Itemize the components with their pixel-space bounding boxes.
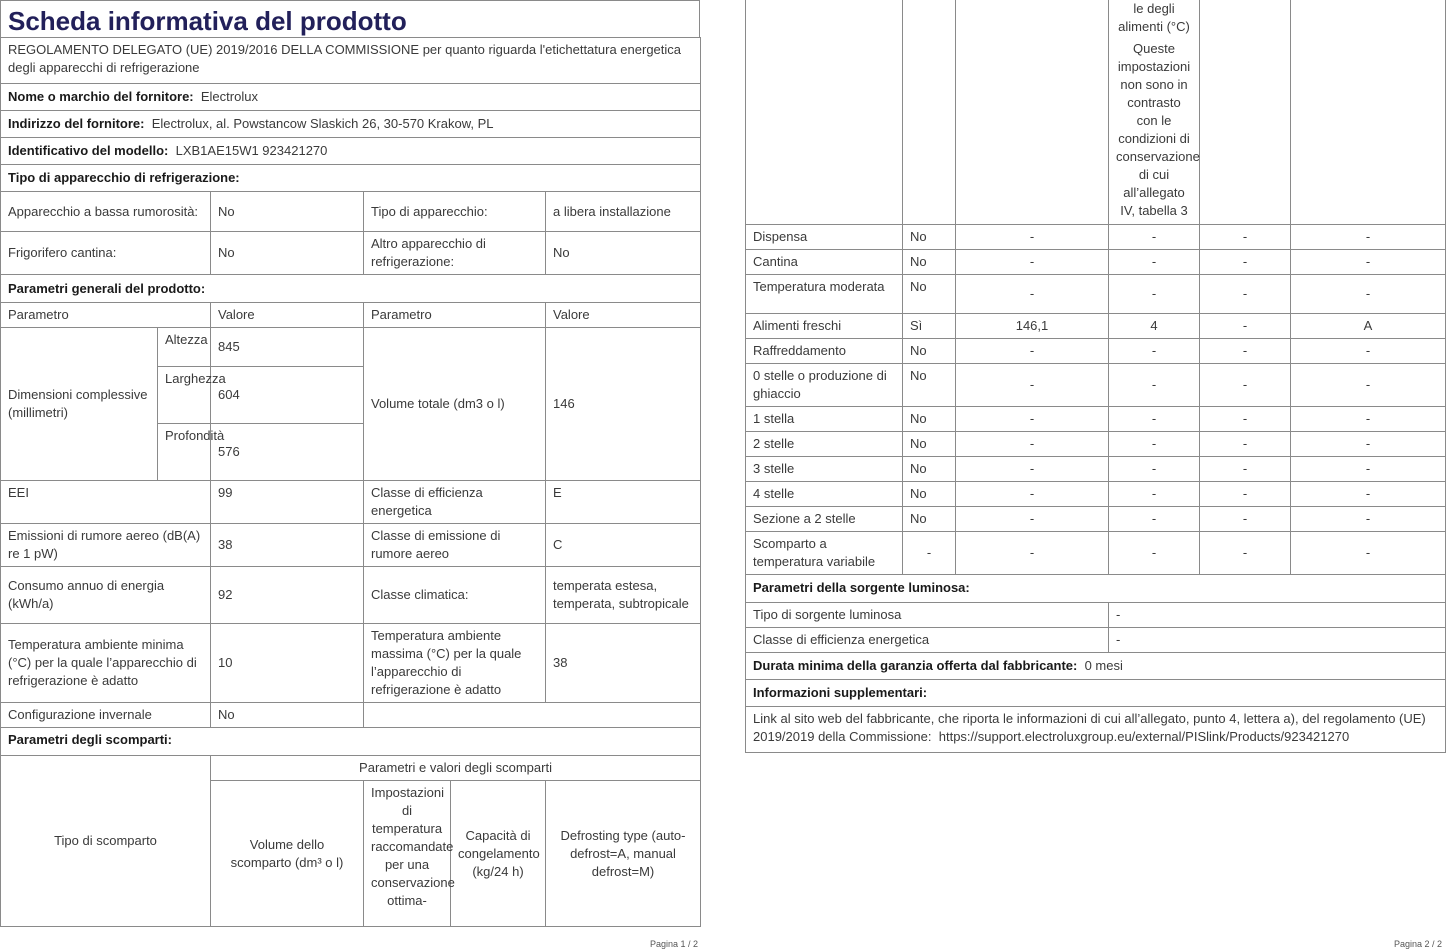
general-params-header: Parametri generali del prodotto: (1, 275, 701, 303)
supplier-name-row: Nome o marchio del fornitore: Electrolux (1, 84, 701, 111)
compartment-temp: - (1109, 481, 1200, 506)
compartment-present: - (903, 531, 956, 574)
compartment-present: No (903, 456, 956, 481)
compartment-name: Alimenti freschi (746, 313, 903, 338)
eei-value: 99 (211, 481, 364, 524)
manufacturer-link-row: Link al sito web del fabbricante, che riporta le informazioni di cui all’allegato, punto 4, lettera a), del regolamento (UE) 2019/2019 della Commissione: https://support.electroluxgroup.eu/external/PISlink/Products/923421270 (746, 706, 1446, 752)
compartment-name: Cantina (746, 249, 903, 274)
compartment-freeze: - (1200, 406, 1291, 431)
col-value-2: Valore (546, 303, 701, 328)
light-type-label: Tipo di sorgente luminosa (746, 602, 1109, 627)
dimensions-label: Dimensioni complessive (millimetri) (1, 328, 158, 481)
compartment-temp: 4 (1109, 313, 1200, 338)
other-label: Altro apparecchio di refrigerazione: (364, 232, 546, 275)
compartment-temp-header: Impostazioni di temperatura raccomandate per una conservazione ottima- (364, 781, 451, 927)
compartment-name: 0 stelle o produzione di ghiaccio (746, 363, 903, 406)
compartment-freeze: - (1200, 481, 1291, 506)
page-2-footer: Pagina 2 / 2 (1394, 939, 1443, 949)
winter-empty (364, 703, 701, 728)
compartment-volume: - (956, 363, 1109, 406)
compartment-present: No (903, 481, 956, 506)
noise-value: 38 (211, 524, 364, 567)
compartment-temp: - (1109, 456, 1200, 481)
compartment-temp: - (1109, 249, 1200, 274)
compartment-freeze-header: Capacità di congelamento (kg/24 h) (451, 781, 546, 927)
compartment-defrost: - (1291, 531, 1446, 574)
climate-label: Classe climatica: (364, 567, 546, 624)
compartment-name: Dispensa (746, 224, 903, 249)
winter-label: Configurazione invernale (1, 703, 211, 728)
compartment-freeze: - (1200, 531, 1291, 574)
compartment-volume: 146,1 (956, 313, 1109, 338)
noise-class-label: Classe di emissione di rumore aereo (364, 524, 546, 567)
supplier-address-row: Indirizzo del fornitore: Electrolux, al. Powstancow Slaskich 26, 30-570 Krakow, PL (1, 111, 701, 138)
compartment-present: No (903, 406, 956, 431)
compartment-present: No (903, 363, 956, 406)
depth-label: Profondità (158, 424, 211, 481)
compartment-name: Scomparto a temperatura variabile (746, 531, 903, 574)
compartment-volume: - (956, 224, 1109, 249)
width-label: Larghezza (158, 367, 211, 424)
volume-label: Volume totale (dm3 o l) (364, 328, 546, 481)
compartment-defrost: - (1291, 481, 1446, 506)
regulation-text: REGOLAMENTO DELEGATO (UE) 2019/2016 DELLA COMMISSIONE per quanto riguarda l'etichettatura energetica degli apparecchi di refrigerazione (1, 38, 701, 84)
compartment-temp: - (1109, 531, 1200, 574)
compartment-row (746, 363, 1446, 406)
energy-value: 92 (211, 567, 364, 624)
compartment-defrost: A (1291, 313, 1446, 338)
compartment-temp: - (1109, 224, 1200, 249)
manufacturer-link[interactable]: https://support.electroluxgroup.eu/external/PISlink/Products/923421270 (938, 728, 1350, 744)
col-value-1: Valore (211, 303, 364, 328)
height-label: Altezza (158, 328, 211, 367)
light-class-value: - (1109, 627, 1446, 652)
compartment-row (746, 249, 1446, 274)
page-title: Scheda informativa del prodotto (0, 0, 700, 37)
wine-label: Frigorifero cantina: (1, 232, 211, 275)
compartment-volume: - (956, 406, 1109, 431)
product-info-table (0, 37, 701, 927)
climate-value: temperata estesa, temperata, subtropicale (546, 567, 701, 624)
light-type-value: - (1109, 602, 1446, 627)
compartment-defrost: - (1291, 431, 1446, 456)
low-noise-label: Apparecchio a bassa rumorosità: (1, 192, 211, 232)
compartment-name: 1 stella (746, 406, 903, 431)
top-empty-1 (746, 0, 903, 224)
compartment-temp: - (1109, 506, 1200, 531)
top-empty-5 (1200, 0, 1291, 224)
compartment-volume: - (956, 249, 1109, 274)
compartment-row (746, 224, 1446, 249)
compartment-defrost: - (1291, 363, 1446, 406)
noise-label: Emissioni di rumore aereo (dB(A) re 1 pW) (1, 524, 211, 567)
compartment-name: Raffreddamento (746, 338, 903, 363)
extra-info-header: Informazioni supplementari: (746, 679, 1446, 706)
compartment-row (746, 456, 1446, 481)
compartment-freeze: - (1200, 431, 1291, 456)
tmin-value: 10 (211, 624, 364, 703)
efficiency-class-label: Classe di efficienza energetica (364, 481, 546, 524)
wine-value: No (211, 232, 364, 275)
compartment-present: No (903, 506, 956, 531)
compartment-present: No (903, 338, 956, 363)
compartment-temp: - (1109, 338, 1200, 363)
width-value: 604 (211, 367, 364, 424)
eei-label: EEI (1, 481, 211, 524)
compartment-row (746, 506, 1446, 531)
temp-settings-continuation: le degli alimenti (°C) Queste impostazioni non sono in contrasto con le condizioni di conservazione di cui all’allegato IV, tabella 3 (1109, 0, 1200, 224)
depth-value: 576 (211, 424, 364, 481)
noise-class-value: C (546, 524, 701, 567)
compartment-row (746, 531, 1446, 574)
height-value: 845 (211, 328, 364, 367)
compartment-type-header: Tipo di scomparto (1, 756, 211, 927)
tmax-value: 38 (546, 624, 701, 703)
compartment-defrost: - (1291, 338, 1446, 363)
compartment-temp: - (1109, 363, 1200, 406)
compartment-temp: - (1109, 274, 1200, 313)
compartment-freeze: - (1200, 313, 1291, 338)
energy-label: Consumo annuo di energia (kWh/a) (1, 567, 211, 624)
compartment-freeze: - (1200, 363, 1291, 406)
compartment-defrost: - (1291, 274, 1446, 313)
compartment-rows (746, 224, 1446, 574)
compartment-freeze: - (1200, 338, 1291, 363)
appliance-type-label: Tipo di apparecchio: (364, 192, 546, 232)
compartment-present: No (903, 431, 956, 456)
compartment-name: Temperatura moderata (746, 274, 903, 313)
model-row: Identificativo del modello: LXB1AE15W1 923421270 (1, 138, 701, 165)
compartment-volume: - (956, 274, 1109, 313)
volume-value: 146 (546, 328, 701, 481)
other-value: No (546, 232, 701, 275)
compartment-name: 2 stelle (746, 431, 903, 456)
compartment-volume: - (956, 456, 1109, 481)
compartment-defrost: - (1291, 456, 1446, 481)
appliance-type-header: Tipo di apparecchio di refrigerazione: (1, 165, 701, 192)
compartment-freeze: - (1200, 224, 1291, 249)
compartment-row (746, 431, 1446, 456)
tmin-label: Temperatura ambiente minima (°C) per la quale l’apparecchio di refrigerazione è adatto (1, 624, 211, 703)
compartment-volume: - (956, 531, 1109, 574)
light-class-label: Classe di efficienza energetica (746, 627, 1109, 652)
compartment-defrost: - (1291, 224, 1446, 249)
compartment-volume: - (956, 506, 1109, 531)
efficiency-class-value: E (546, 481, 701, 524)
top-empty-2 (903, 0, 956, 224)
compartment-name: 4 stelle (746, 481, 903, 506)
compartment-row (746, 338, 1446, 363)
compartment-freeze: - (1200, 506, 1291, 531)
page-2 (745, 0, 1445, 753)
winter-value: No (211, 703, 364, 728)
compartment-present: No (903, 224, 956, 249)
compartment-params-header: Parametri degli scomparti: (1, 728, 701, 756)
compartment-row (746, 313, 1446, 338)
compartment-volume-header: Volume dello scomparto (dm³ o l) (211, 781, 364, 927)
top-empty-6 (1291, 0, 1446, 224)
compartment-row (746, 406, 1446, 431)
compartment-freeze: - (1200, 456, 1291, 481)
compartment-row (746, 481, 1446, 506)
page-1 (0, 0, 700, 927)
compartment-table (745, 0, 1446, 753)
compartment-volume: - (956, 431, 1109, 456)
compartment-defrost: - (1291, 249, 1446, 274)
compartment-present: No (903, 249, 956, 274)
tmax-label: Temperatura ambiente massima (°C) per la quale l’apparecchio di refrigerazione è adatto (364, 624, 546, 703)
appliance-type-value: a libera installazione (546, 192, 701, 232)
compartment-volume: - (956, 338, 1109, 363)
compartment-defrost: - (1291, 506, 1446, 531)
warranty-row: Durata minima della garanzia offerta dal fabbricante: 0 mesi (746, 652, 1446, 679)
compartment-present: No (903, 274, 956, 313)
compartment-freeze: - (1200, 249, 1291, 274)
compartment-defrost: - (1291, 406, 1446, 431)
page-1-footer: Pagina 1 / 2 (650, 939, 699, 949)
compartment-defrost-header: Defrosting type (auto-defrost=A, manual defrost=M) (546, 781, 701, 927)
compartment-volume: - (956, 481, 1109, 506)
col-param-2: Parametro (364, 303, 546, 328)
compartment-temp: - (1109, 431, 1200, 456)
light-params-header: Parametri della sorgente luminosa: (746, 574, 1446, 602)
compartment-temp: - (1109, 406, 1200, 431)
compartment-name: Sezione a 2 stelle (746, 506, 903, 531)
top-empty-3 (956, 0, 1109, 224)
compartment-present: Sì (903, 313, 956, 338)
compartment-name: 3 stelle (746, 456, 903, 481)
col-param-1: Parametro (1, 303, 211, 328)
low-noise-value: No (211, 192, 364, 232)
compartment-freeze: - (1200, 274, 1291, 313)
compartment-row (746, 274, 1446, 313)
compartment-params-values-header: Parametri e valori degli scomparti (211, 756, 701, 781)
